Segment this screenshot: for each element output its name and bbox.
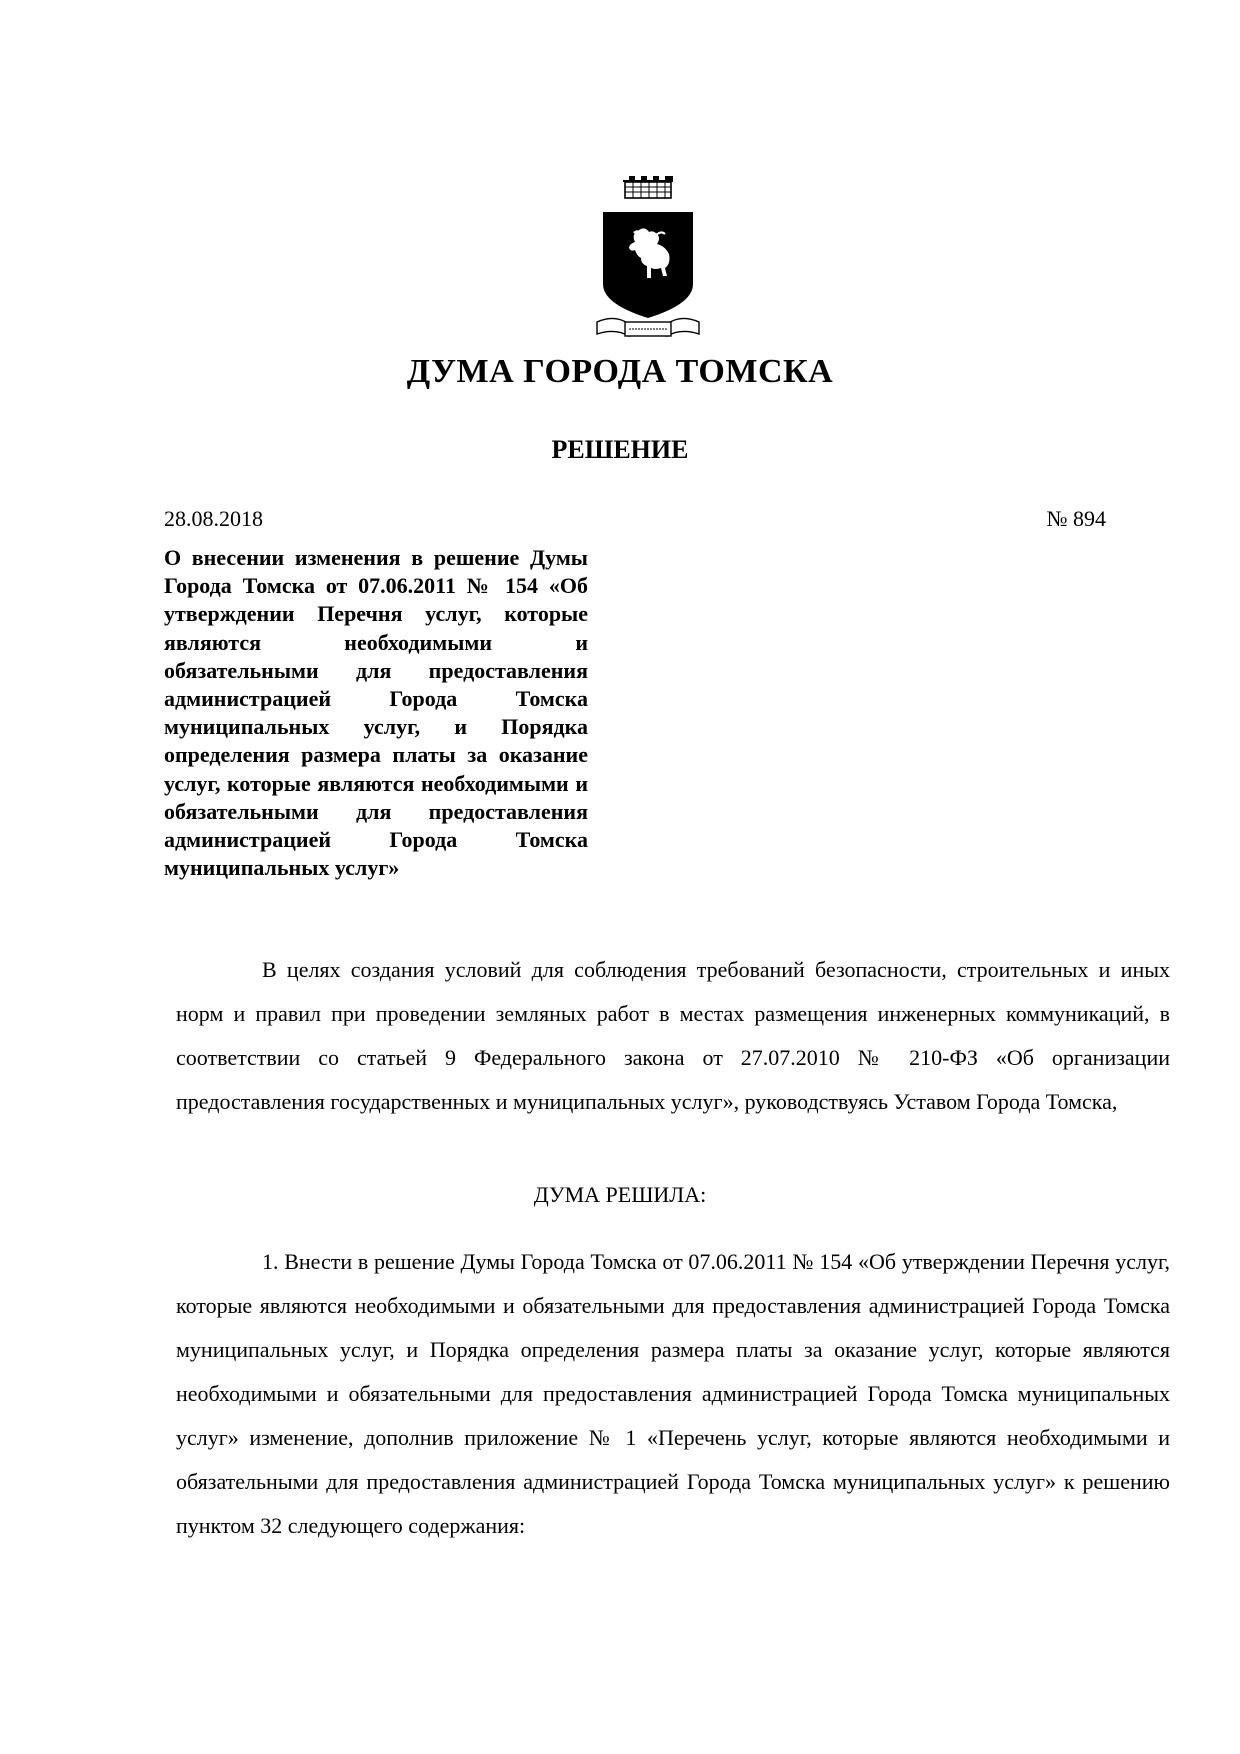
organization-title: ДУМА ГОРОДА ТОМСКА: [406, 353, 834, 390]
tomsk-coat-of-arms-icon: [595, 172, 721, 352]
decision-item-1: 1. Внести в решение Думы Города Томска от 07.06.2011 № 154 «Об утверждении Перечня услуг, которые являются необходимыми и обязательными для предоставления администрацией Города Томска муниципальных услуг, и Порядка определения размера платы за оказание услуг, которые являются необходимыми и обязательными для предоставления администрацией Города Томска муниципальных услуг» изменение, дополнив приложение № 1 «Перечень услуг, которые являются необходимыми и обязательными для предоставления администрацией Города Томска муниципальных услуг» к решению пунктом 32 следующего содержания:: [176, 1249, 1170, 1538]
preamble-paragraph: В целях создания условий для соблюдения требований безопасности, строительных и иных норм и правил при проведении земляных работ в местах размещения инженерных коммуникаций, в соответствии со статьей 9 Федерального закона от 27.07.2010 № 210-ФЗ «Об организации предоставления государственных и муниципальных услуг», руководствуясь Уставом Города Томска,: [176, 957, 1170, 1114]
decision-heading: ДУМА РЕШИЛА:: [533, 1182, 707, 1207]
document-subject: О внесении изменения в решение Думы Города Томска от 07.06.2011 № 154 «Об утверждении Перечня услуг, которые являются необходимыми и обязательными для предоставления администрацией Города Томска муниципальных услуг, и Порядка определения размера платы за оказание услуг, которые являются необходимыми и обязательными для предоставления администрацией Города Томска муниципальных услуг»: [164, 545, 588, 881]
document-date: 28.08.2018: [164, 506, 263, 531]
document-type: РЕШЕНИЕ: [551, 435, 689, 464]
document-number: № 894: [1046, 506, 1106, 531]
